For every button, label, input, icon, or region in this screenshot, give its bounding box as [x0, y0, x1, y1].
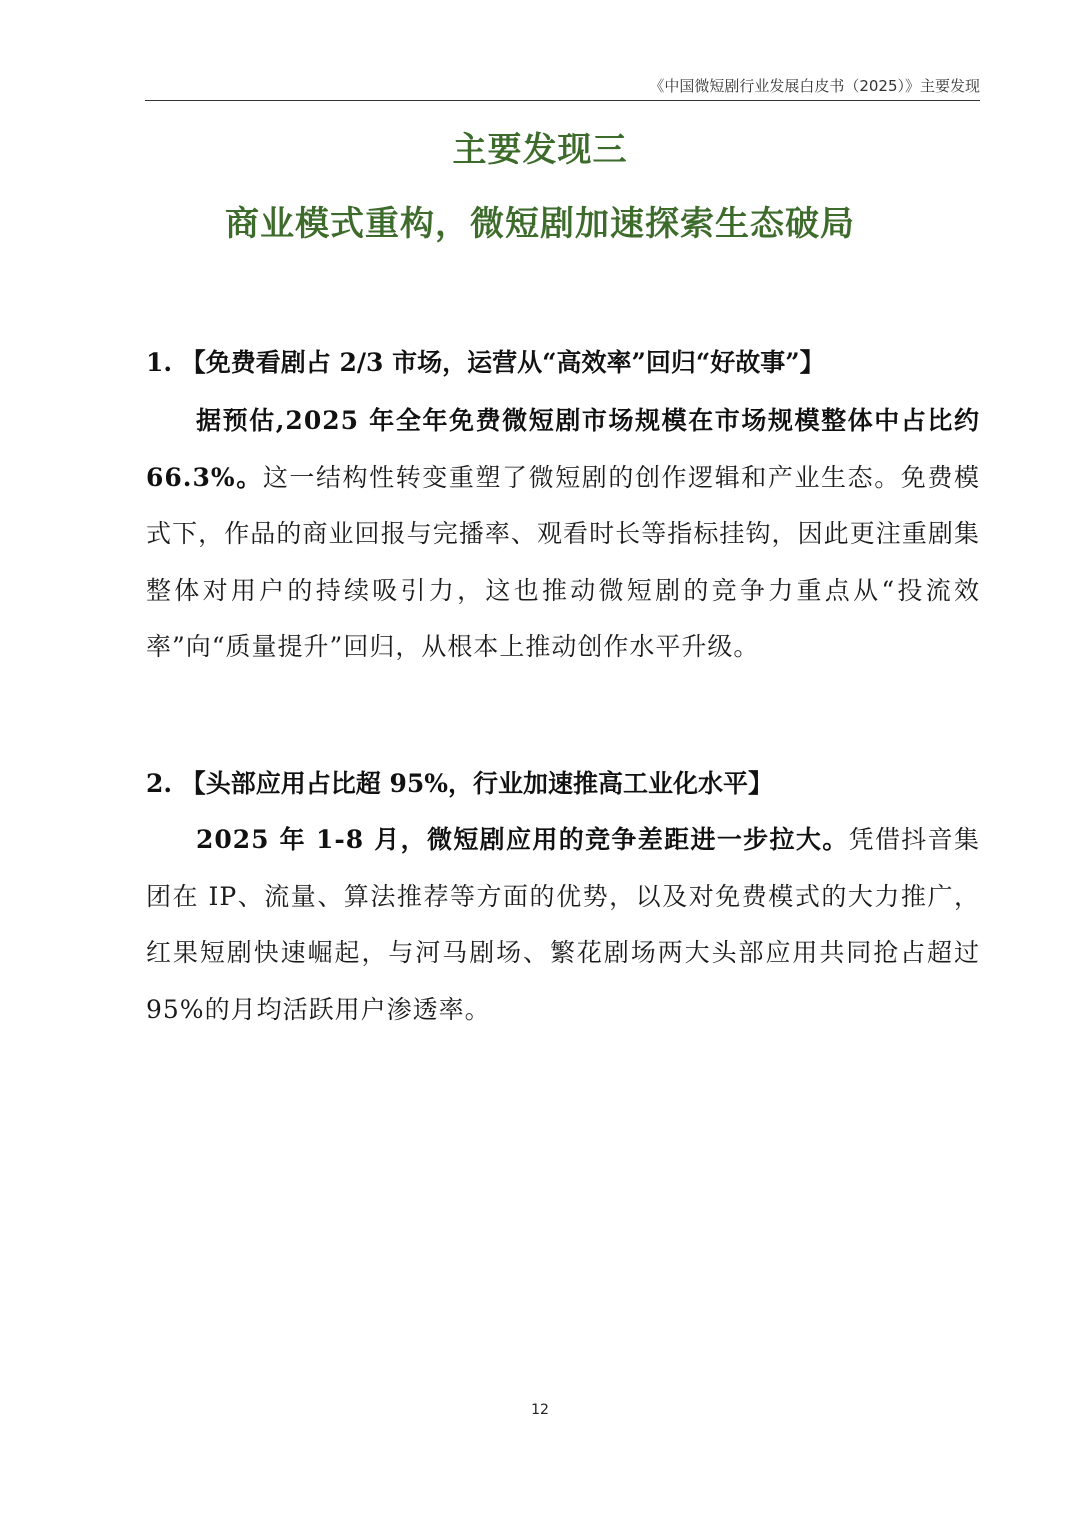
paragraph-lead-1: 据预估,2025 年全年免费微短剧市场规模在市场规模整体中占比约 66.3%。	[146, 406, 980, 492]
paragraph-lead-2: 2025 年 1-8 月，微短剧应用的竞争差距进一步拉大。	[196, 825, 849, 854]
section-heading-2: 2. 【头部应用占比超 95%，行业加速推高工业化水平】	[146, 769, 774, 798]
paragraph-body-2: 凭借抖音集团在 IP、流量、算法推荐等方面的优势，以及对免费模式的大力推广，红果短剧快速崛起，与河马剧场、繁花剧场两大头部应用共同抢占超过 95%的月均活跃用户渗透率。	[146, 825, 980, 1024]
section-paragraph-1	[146, 393, 980, 676]
running-title: 《中国微短剧行业发展白皮书（2025）》主要发现	[649, 77, 980, 95]
section-paragraph-2	[146, 812, 980, 1038]
page-header	[145, 76, 980, 101]
page-number: 12	[531, 1402, 549, 1418]
section-heading-1: 1. 【免费看剧占 2/3 市场，运营从“高效率”回归“好故事”】	[146, 348, 825, 377]
main-title: 主要发现三	[452, 130, 628, 170]
paragraph-body-1: 这一结构性转变重塑了微短剧的创作逻辑和产业生态。免费模式下，作品的商业回报与完播率、观看时长等指标挂钩，因此更注重剧集整体对用户的持续吸引力，这也推动微短剧的竞争力重点从“投流效率”向“质量提升”回归，从根本上推动创作水平升级。	[146, 462, 980, 661]
main-subtitle: 商业模式重构，微短剧加速探索生态破局	[225, 204, 855, 244]
